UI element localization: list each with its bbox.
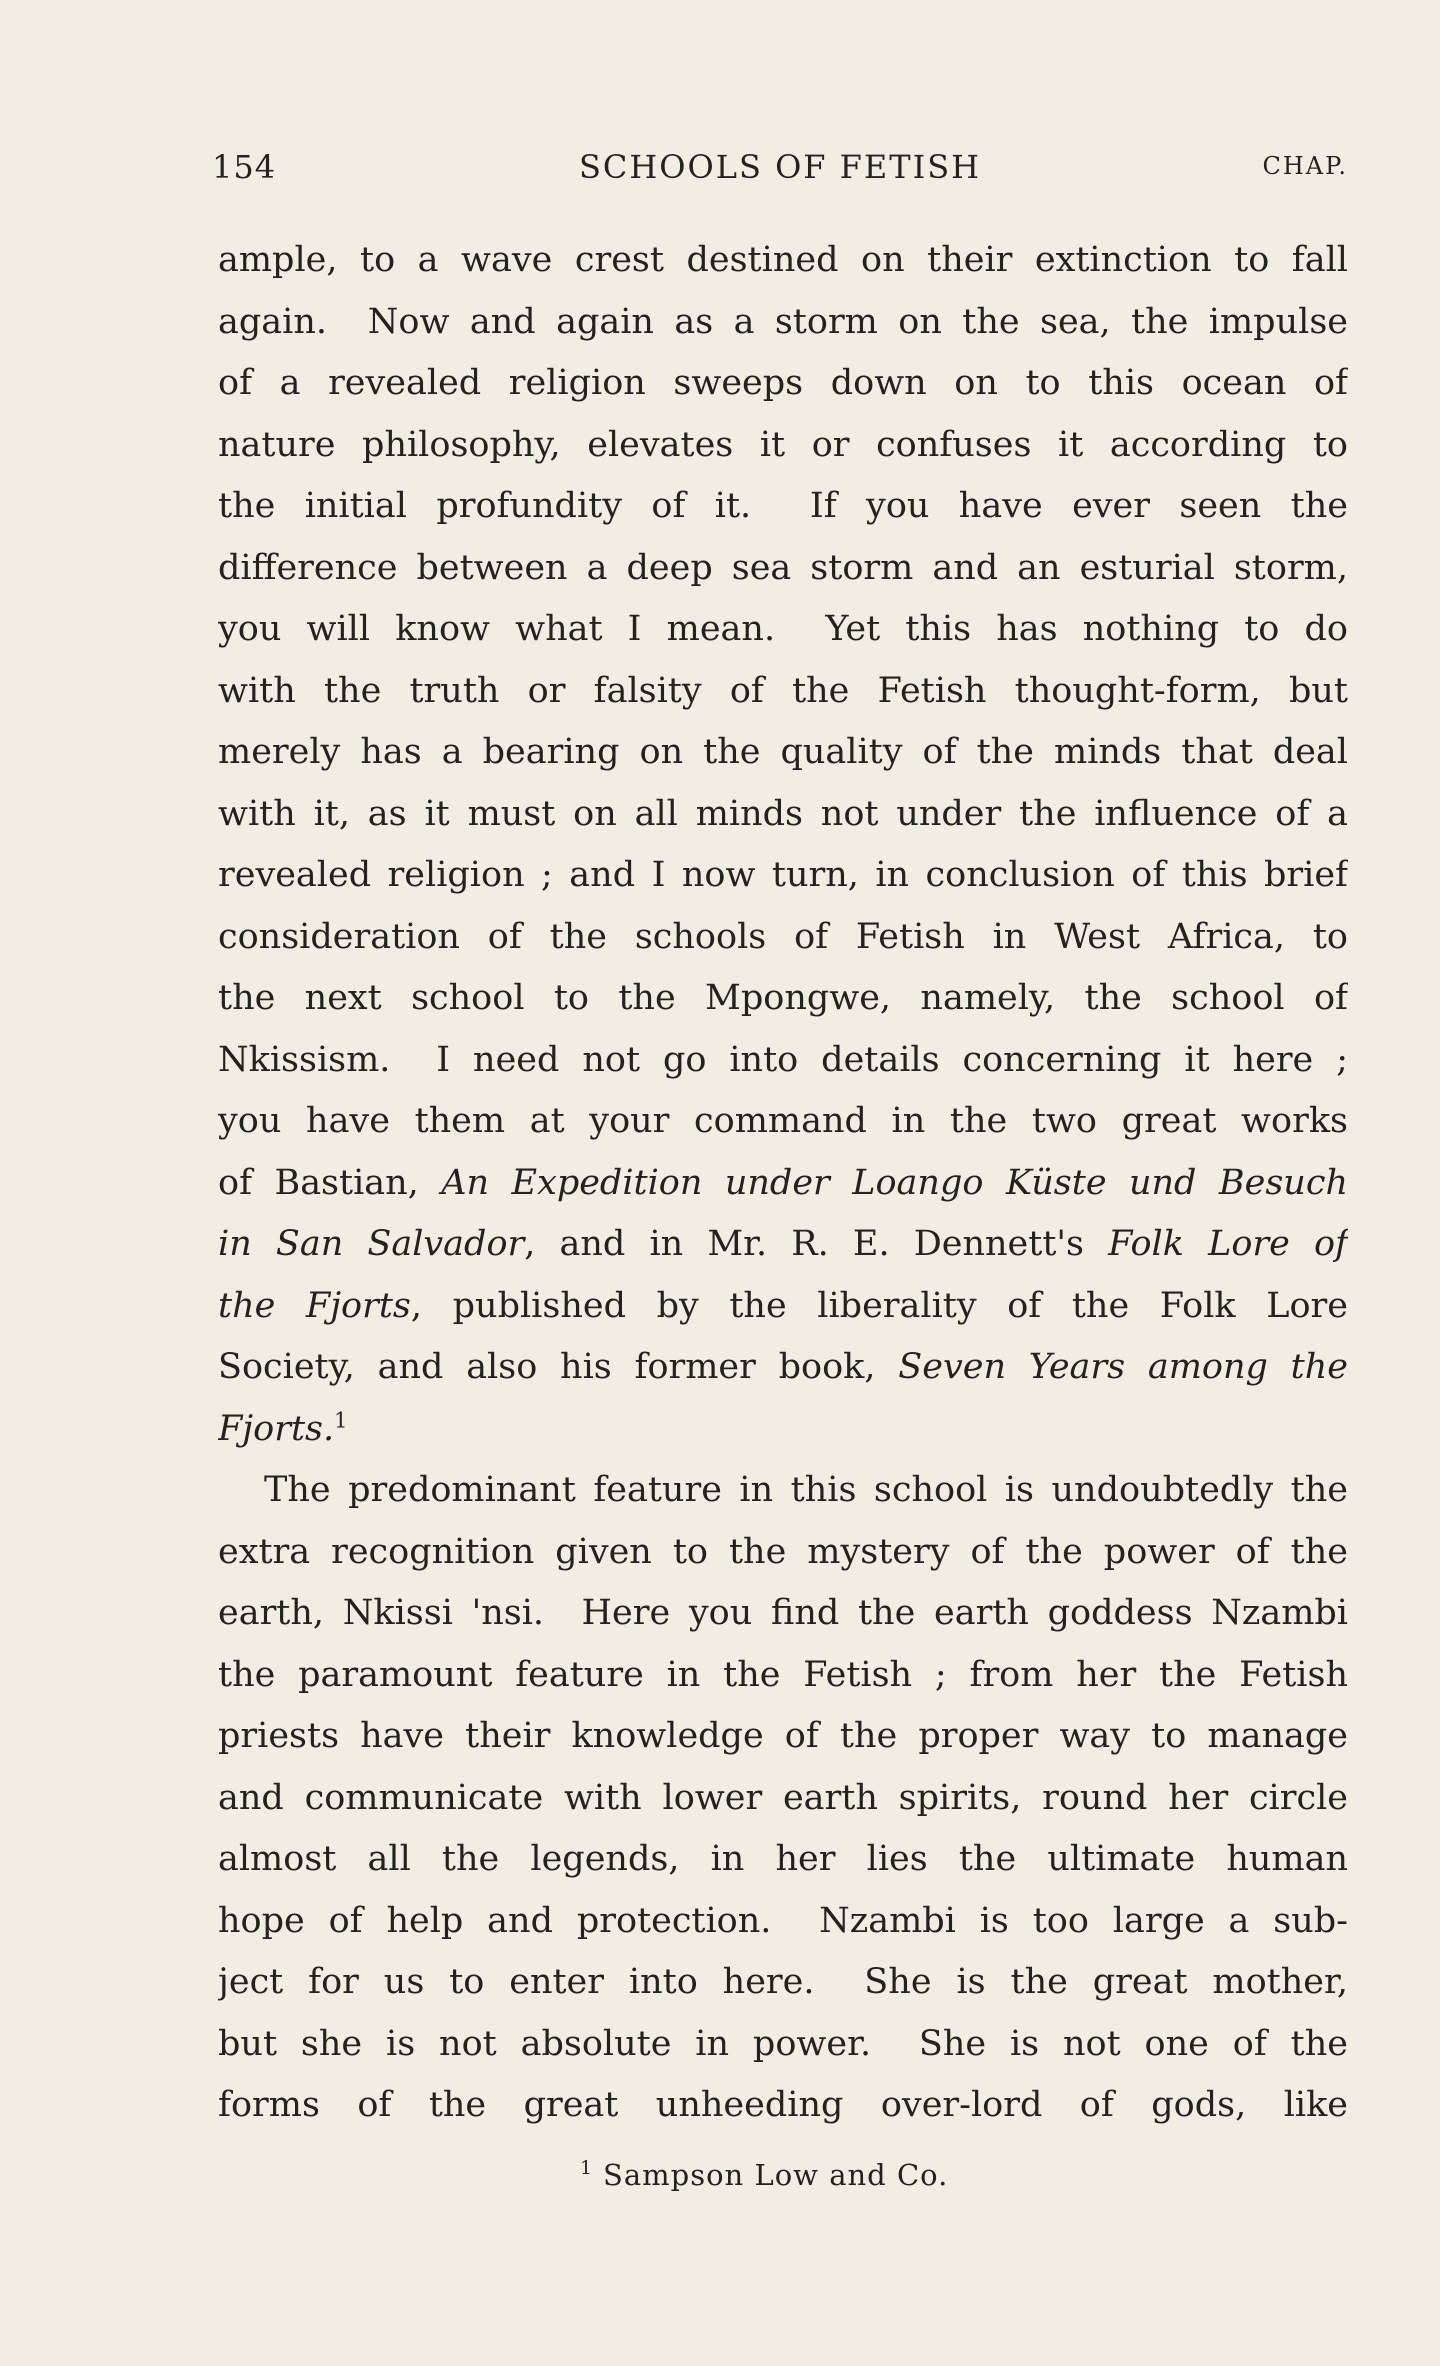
book-title: Seven Years among the [898, 1347, 1348, 1387]
text-line: Society, and also his former book, Seven Years among the [218, 1347, 1348, 1387]
text-line: the next school to the Mpongwe, namely, the school of [218, 978, 1348, 1018]
text-line: the Fjorts, published by the liberality of the Folk Lore [218, 1285, 1348, 1326]
page-number: 154 [212, 148, 277, 186]
text-line: of Bastian, An Expedition under Loango Küste und Besuch [218, 1162, 1348, 1203]
running-head [212, 148, 1348, 194]
book-title: Fjorts. [218, 1408, 335, 1449]
text-line: ample, to a wave crest destined on their extinction to fall [218, 240, 1348, 280]
text-line: difference between a deep sea storm and an esturial storm, [218, 547, 1348, 588]
footnote-reference: 1 [334, 1407, 348, 1432]
footnote [580, 2158, 948, 2192]
footnote-text: Sampson Low and Co. [603, 2158, 949, 2192]
text-line: revealed religion ; and I now turn, in conclusion of this brief [218, 855, 1348, 895]
text-line: of a revealed religion sweeps down on to this ocean of [218, 363, 1348, 403]
text-line: in San Salvador, and in Mr. R. E. Dennett's Folk Lore of [218, 1224, 1348, 1264]
text-line: again. Now and again as a storm on the sea, the impulse [218, 301, 1348, 342]
text-line: with the truth or falsity of the Fetish thought-form, but [218, 670, 1348, 711]
running-title: SCHOOLS OF FETISH [578, 148, 982, 186]
text-line: extra recognition given to the mystery of the power of the [218, 1531, 1348, 1572]
text-line: nature philosophy, elevates it or confuses it according to [218, 424, 1348, 465]
text-line: ject for us to enter into here. She is the great mother, [218, 1962, 1348, 2002]
text-line: with it, as it must on all minds not under the influence of a [218, 793, 1348, 834]
text-line: The predominant feature in this school is undoubtedly the [264, 1470, 1348, 1510]
text-line: you have them at your command in the two great works [218, 1101, 1348, 1141]
book-title: Folk Lore of [1108, 1224, 1348, 1264]
chapter-abbreviation: CHAP. [1262, 152, 1348, 180]
footnote-mark: 1 [580, 2158, 593, 2180]
text-line: priests have their knowledge of the proper way to manage [218, 1716, 1348, 1756]
text-line: forms of the great unheeding over-lord of gods, like [218, 2085, 1348, 2125]
text-line: Nkissism. I need not go into details concerning it here ; [218, 1039, 1348, 1080]
book-title: in San Salvador [218, 1224, 525, 1264]
body-text [218, 230, 1348, 2137]
text-line: consideration of the schools of Fetish in West Africa, to [218, 916, 1348, 957]
book-title: the Fjorts [218, 1285, 411, 1326]
text-line: but she is not absolute in power. She is not one of the [218, 2023, 1348, 2064]
text-line: the initial profundity of it. If you have ever seen the [218, 486, 1348, 526]
text-line: merely has a bearing on the quality of the minds that deal [218, 732, 1348, 772]
text-line: earth, Nkissi 'nsi. Here you find the earth goddess Nzambi [218, 1593, 1348, 1633]
book-title: An Expedition under Loango Küste und Besuch [441, 1162, 1348, 1203]
text-line: the paramount feature in the Fetish ; from her the Fetish [218, 1654, 1348, 1695]
text-line: and communicate with lower earth spirits, round her circle [218, 1777, 1348, 1818]
text-line: you will know what I mean. Yet this has nothing to do [218, 609, 1348, 649]
text-line [218, 1399, 1348, 1461]
text-line: hope of help and protection. Nzambi is too large a sub- [218, 1900, 1348, 1941]
text-line: almost all the legends, in her lies the ultimate human [218, 1839, 1348, 1879]
